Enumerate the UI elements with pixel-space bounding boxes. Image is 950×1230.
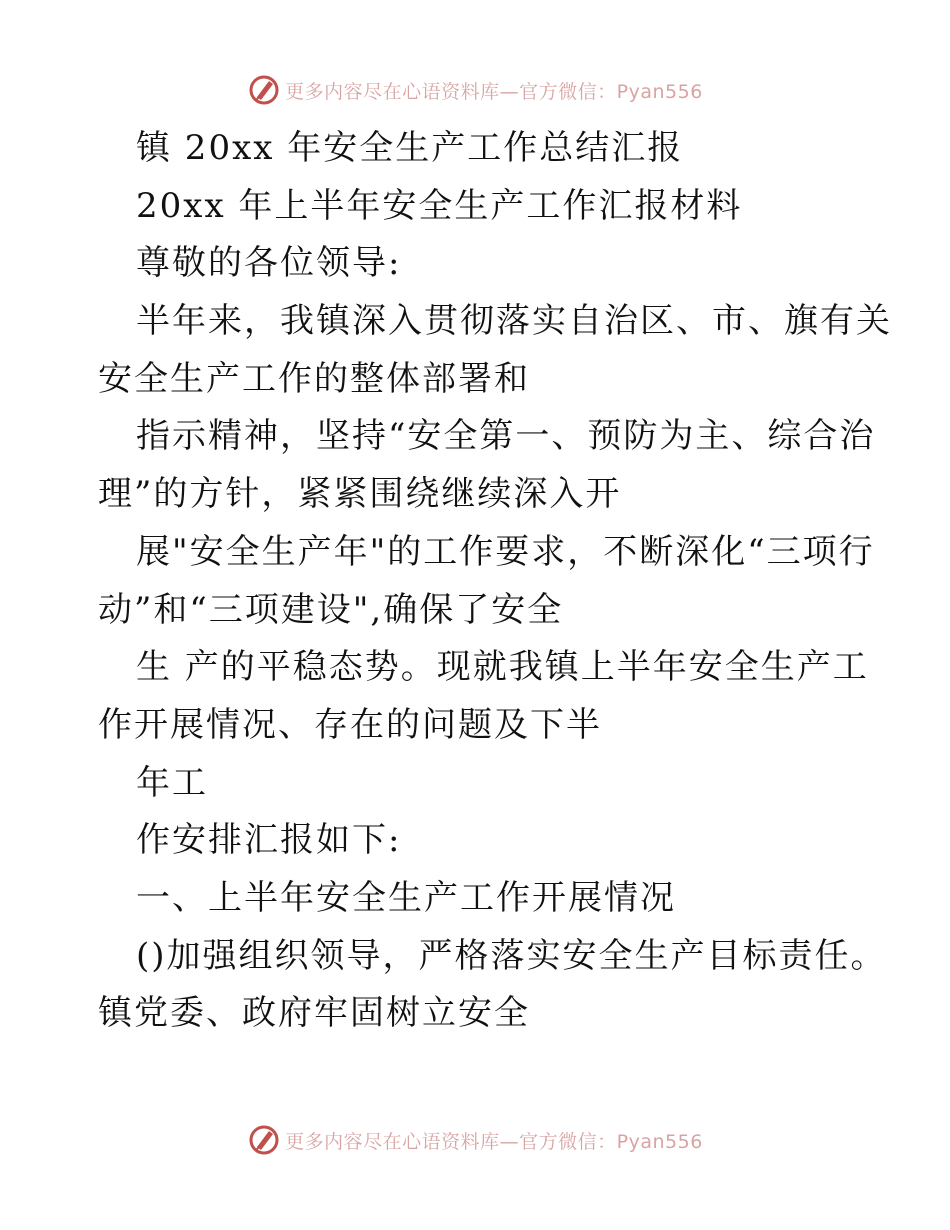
document-body (98, 120, 892, 1043)
doc-line-12: 年工 (136, 762, 208, 803)
doc-line-14: 一、上半年安全生产工作开展情况 (136, 877, 676, 918)
doc-line-15: ()加强组织领导，严格落实安全生产目标责任。 (136, 935, 887, 976)
doc-line-7: 理”的方针，紧紧围绕继续深入开 (98, 474, 622, 515)
doc-line-3: 尊敬的各位领导: (136, 243, 402, 284)
watermark-text: 更多内容尽在心语资料库—官方微信：Pyan556 (285, 1130, 703, 1153)
doc-line-8: 展"安全生产年"的工作要求，不断深化“三项行 (136, 531, 875, 572)
pen-logo-icon (247, 1123, 281, 1157)
header-watermark (0, 70, 950, 110)
doc-line-10: 生 产的平稳态势。现就我镇上半年安全生产工 (136, 647, 869, 688)
doc-line-11: 作开展情况、存在的问题及下半 (98, 704, 602, 745)
doc-line-2: 20xx 年上半年安全生产工作汇报材料 (136, 185, 743, 226)
pen-logo-icon (247, 73, 281, 107)
doc-line-4: 半年来，我镇深入贯彻落实自治区、市、旗有关 (136, 301, 892, 342)
doc-line-6: 指示精神，坚持“安全第一、预防为主、综合治 (136, 416, 876, 457)
doc-line-5: 安全生产工作的整体部署和 (98, 358, 530, 399)
watermark-text: 更多内容尽在心语资料库—官方微信：Pyan556 (285, 80, 703, 103)
footer-watermark (0, 1120, 950, 1160)
doc-line-16: 镇党委、政府牢固树立安全 (98, 993, 530, 1034)
doc-line-9: 动”和“三项建设",确保了安全 (98, 589, 564, 630)
doc-line-1: 镇 20xx 年安全生产工作总结汇报 (136, 128, 684, 168)
doc-line-13: 作安排汇报如下: (136, 820, 402, 861)
